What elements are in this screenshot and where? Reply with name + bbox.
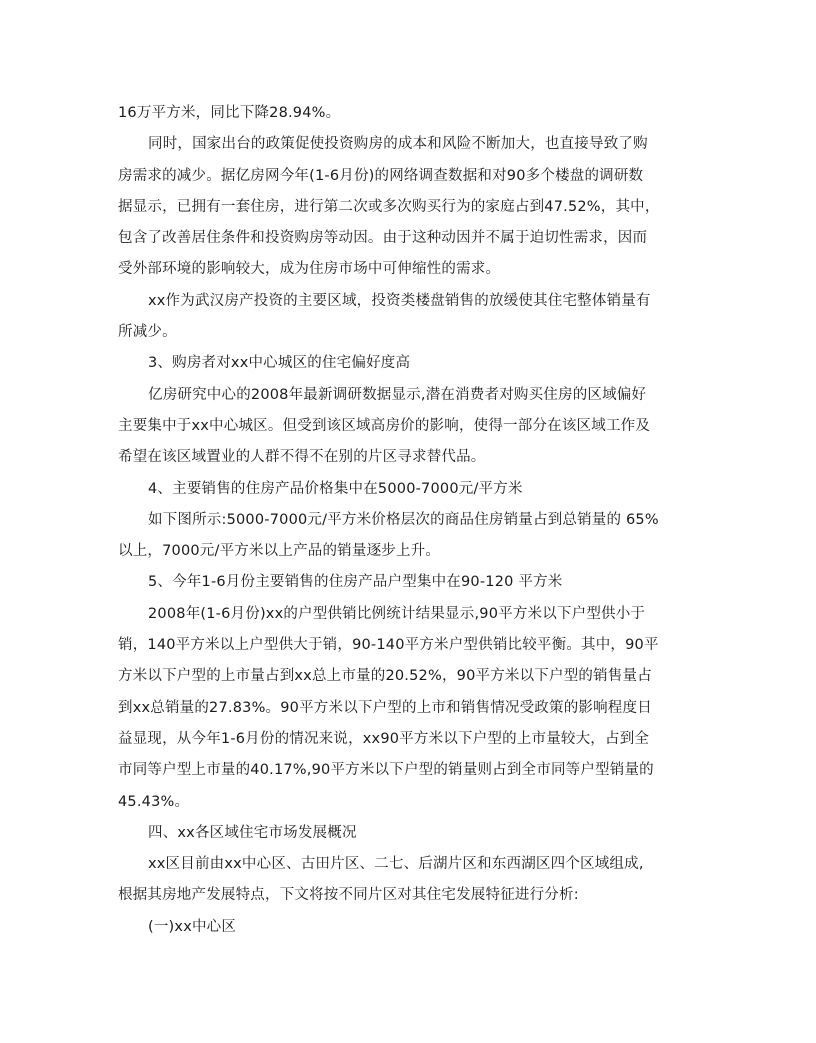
text-line: 16万平方米，同比下降28.94%。 — [118, 105, 341, 121]
text-line: 以上，7000元/平方米以上产品的销量逐步上升。 — [118, 543, 441, 560]
text-line: 销，140平方米以上户型供大于销，90-140平方米户型供销比较平衡。其中，90平 — [118, 637, 659, 654]
document-body — [118, 98, 698, 943]
text-line: 3、购房者对xx中心城区的住宅偏好度高 — [148, 355, 411, 372]
text-line: 方米以下户型的上市量占到xx总上市量的20.52%，90平方米以下户型的销售量占 — [118, 668, 652, 685]
text-line: 所减少。 — [118, 324, 177, 341]
text-line: 受外部环境的影响较大，成为住房市场中可伸缩性的需求。 — [118, 261, 501, 278]
text-line: 四、xx各区域住宅市场发展概况 — [148, 824, 357, 841]
text-line: 益显现，从今年1-6月份的情况来说，xx90平方米以下户型的上市量较大，占到全 — [118, 730, 650, 747]
text-line: 5、今年1-6月份主要销售的住房产品户型集中在90-120 平方米 — [148, 574, 563, 591]
text-line: xx作为武汉房产投资的主要区域，投资类楼盘销售的放缓使其住宅整体销量有 — [148, 292, 651, 309]
text-line: (一)xx中心区 — [148, 918, 237, 935]
text-line: 希望在该区域置业的人群不得不在别的片区寻求替代品。 — [118, 449, 486, 466]
text-line: 到xx总销量的27.83%。90平方米以下户型的上市和销售情况受政策的影响程度日 — [118, 699, 652, 716]
text-line: 如下图所示:5000-7000元/平方米价格层次的商品住房销量占到总销量的 65% — [148, 511, 659, 528]
text-line: 市同等户型上市量的40.17%,90平方米以下户型的销量则占到全市同等户型销量的 — [118, 762, 654, 779]
text-line: xx区目前由xx中心区、古田片区、二七、后湖片区和东西湖区四个区域组成, — [148, 856, 644, 873]
text-line: 房需求的减少。据亿房网今年(1-6月份)的网络调查数据和对90多个楼盘的调研数 — [118, 167, 644, 184]
text-line: 主要集中于xx中心城区。但受到该区域高房价的影响，使得一部分在该区域工作及 — [118, 417, 651, 434]
text-line: 亿房研究中心的2008年最新调研数据显示,潜在消费者对购买住房的区域偏好 — [148, 386, 647, 403]
text-line: 包含了改善居住条件和投资购房等动因。由于这种动因并不属于迫切性需求，因而 — [118, 230, 648, 247]
text-line: 同时，国家出台的政策促使投资购房的成本和风险不断加大，也直接导致了购 — [148, 136, 648, 153]
text-line: 据显示，已拥有一套住房，进行第二次或多次购买行为的家庭占到47.52%，其中， — [118, 198, 660, 215]
text-line: 2008年(1-6月份)xx的户型供销比例统计结果显示,90平方米以下户型供小于 — [148, 605, 646, 622]
text-line: 45.43%。 — [118, 793, 190, 810]
text-line: 4、主要销售的住房产品价格集中在5000-7000元/平方米 — [148, 480, 523, 497]
text-line: 根据其房地产发展特点，下文将按不同片区对其住宅发展特征进行分析: — [118, 887, 579, 904]
